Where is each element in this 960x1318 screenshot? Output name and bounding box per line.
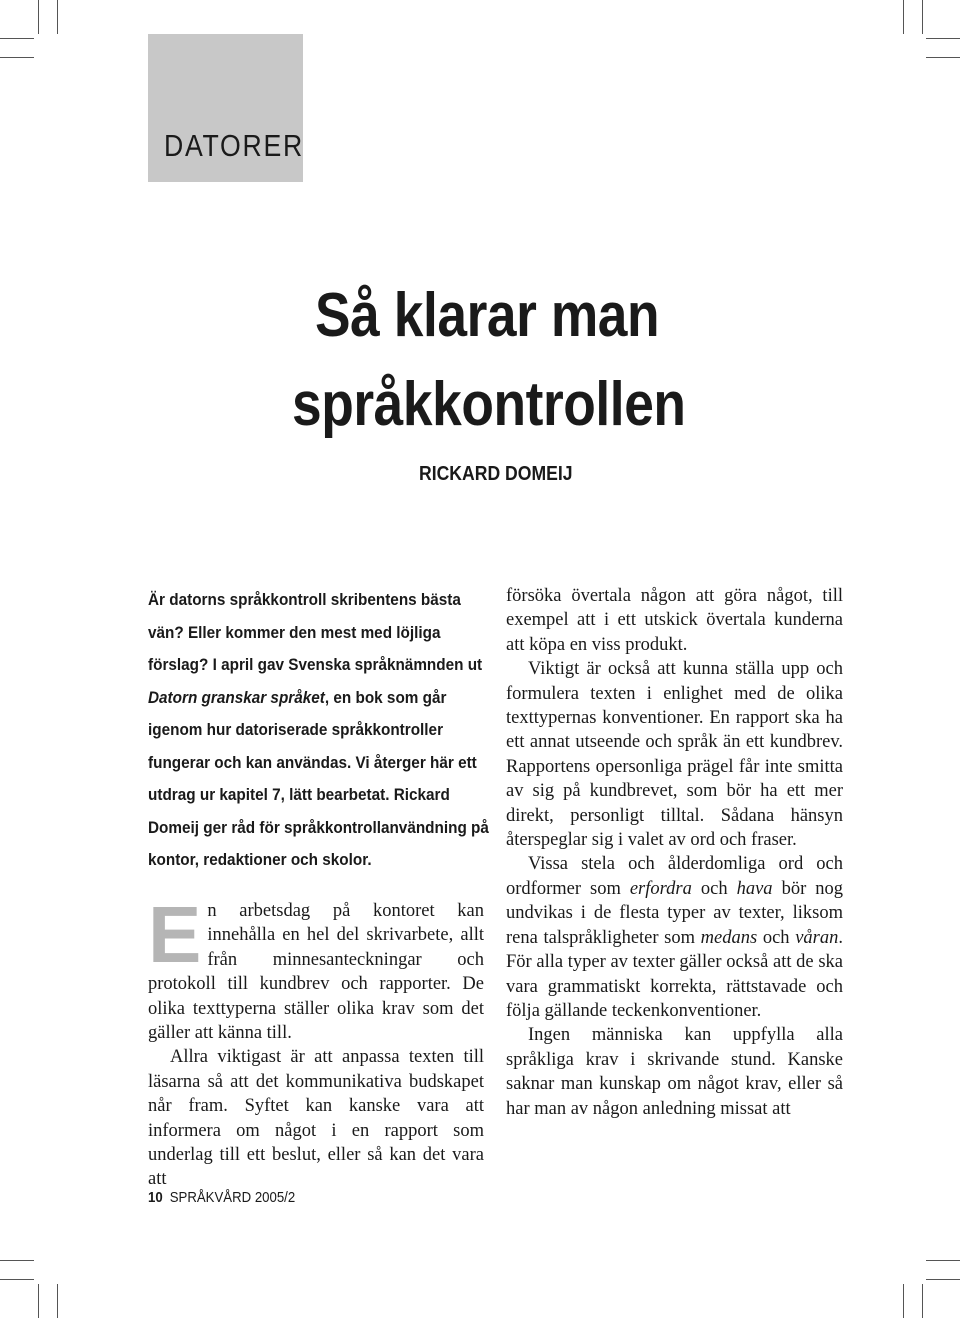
body-column-right bbox=[506, 584, 843, 1121]
body-paragraph: Viktigt är också att kunna ställa upp och formulera texten i enlighet med de olika texttypernas konventioner. En rapport ska ha ett annat utseende och språk än ett kundbrev. Rapportens opersonliga prägel får inte smitta av sig på kundbrevet, som bör ha ett mer direkt, personligt tilltal. Sådana hänsyn återspeglar sig i valet av ord och fraser. bbox=[506, 659, 843, 851]
text-run: och bbox=[757, 927, 796, 948]
crop-mark bbox=[57, 1284, 58, 1318]
text-run: bör nog undvikas i de flesta typer av texter, liksom rena talspråkligheter som bbox=[506, 878, 843, 948]
page-footer bbox=[148, 1189, 295, 1206]
drop-cap: E bbox=[148, 890, 202, 979]
text-run: och bbox=[691, 878, 737, 899]
lead-text-2: , en bok som går igenom hur datoriserade språkkontroller fungerar och kan användas. Vi återger här ett utdrag ur kapitel 7, lätt bearbetat. Rickard Domeij ger råd för språkkontrollanvändning på kontor, redaktioner och skolor. bbox=[148, 687, 489, 869]
author-byline: RICKARD DOMEIJ bbox=[419, 463, 573, 485]
title-line-1: Så klarar man bbox=[315, 281, 660, 350]
crop-mark bbox=[922, 0, 923, 34]
example-word: erfordra bbox=[629, 878, 692, 899]
page-number: 10 bbox=[148, 1189, 163, 1206]
crop-mark bbox=[926, 1260, 960, 1261]
text-run: Vissa stela och ålderdomliga ord och ordformer som bbox=[506, 854, 843, 899]
example-word: våran bbox=[795, 927, 839, 948]
body-paragraph: Allra viktigast är att anpassa texten till läsarna så att det kommunikativa budskapet når fram. Syftet kan kanske vara att informera om något i en rapport som underlag till ett beslut, eller så kan det vara att bbox=[148, 1047, 484, 1190]
example-word: hava bbox=[736, 878, 773, 899]
title-line-2: språkkontrollen bbox=[292, 370, 686, 439]
book-title: Datorn granskar språket bbox=[148, 687, 325, 707]
body-column-left bbox=[148, 890, 484, 1192]
body-paragraph: försöka övertala någon att göra något, till exempel att i ett utskick övertala kunderna att köpa en viss produkt. bbox=[506, 586, 843, 655]
crop-mark bbox=[38, 1284, 39, 1318]
crop-mark bbox=[926, 1279, 960, 1280]
body-paragraph: n arbetsdag på kontoret kan innehålla en hel del skrivarbete, allt från minnesanteckningar och protokoll till kundbrev och rapporter. De olika texttyperna ställer olika krav som det gäller att känna till. bbox=[148, 901, 484, 1044]
body-paragraph bbox=[506, 852, 843, 1023]
publication-name: SPRÅKVÅRD 2005/2 bbox=[169, 1189, 296, 1206]
lead-paragraph bbox=[148, 584, 490, 877]
text-run: . För alla typer av texter gäller också att de ska vara grammatiskt korrekta, rättstavade och följa gällande teckenkonventioner. bbox=[506, 927, 843, 1021]
crop-mark bbox=[0, 1279, 34, 1280]
crop-mark bbox=[926, 38, 960, 39]
example-word: medans bbox=[700, 927, 758, 948]
crop-mark bbox=[38, 0, 39, 34]
crop-mark bbox=[903, 1284, 904, 1318]
lead-text-1: Är datorns språkkontroll skribentens bästa vän? Eller kommer den mest med löjliga förslag? I april gav Svenska språknämnden ut bbox=[148, 590, 483, 674]
crop-mark bbox=[922, 1284, 923, 1318]
crop-mark bbox=[903, 0, 904, 34]
crop-mark bbox=[0, 1260, 34, 1261]
crop-mark bbox=[0, 38, 34, 39]
crop-mark bbox=[926, 57, 960, 58]
crop-mark bbox=[0, 57, 34, 58]
body-paragraph: Ingen människa kan uppfylla alla språkliga krav i skrivande stund. Kanske saknar man kunskap om något krav, eller så har man av någon anledning missat att bbox=[506, 1025, 843, 1119]
crop-mark bbox=[57, 0, 58, 34]
section-label: DATORER bbox=[164, 128, 304, 163]
